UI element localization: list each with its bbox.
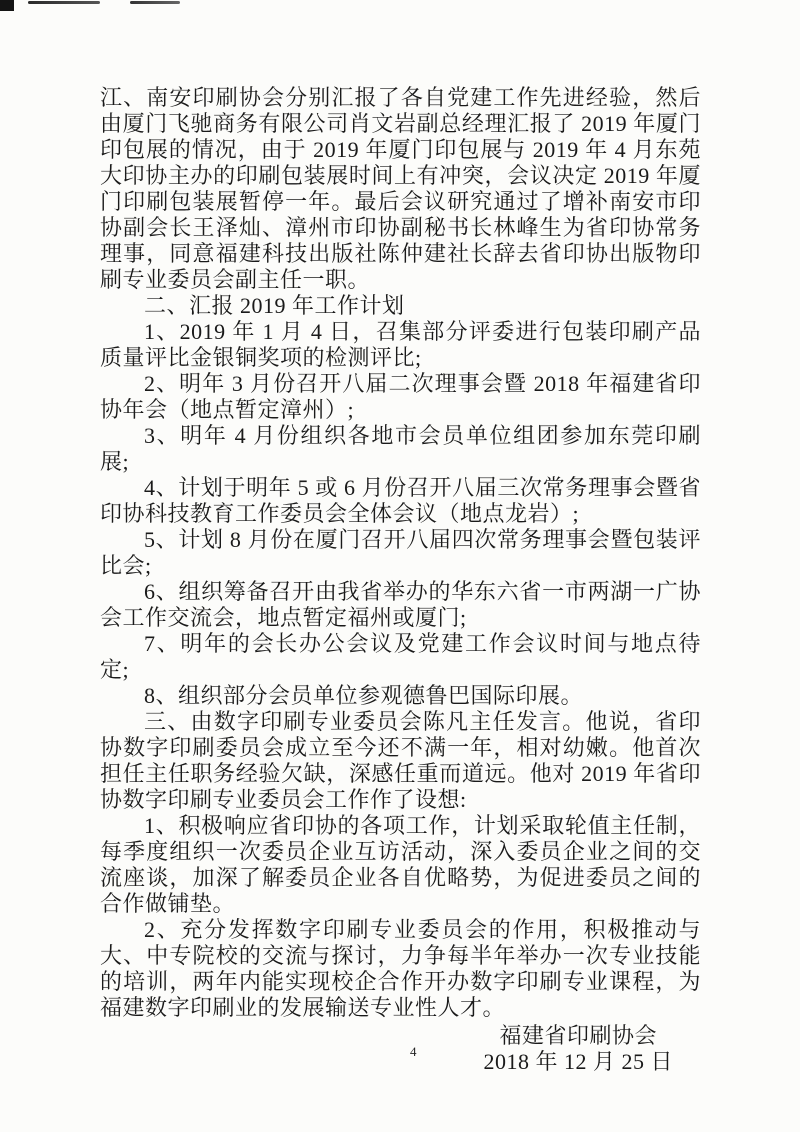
paragraph: 2、明年 3 月份召开八届二次理事会暨 2018 年福建省印协年会（地点暂定漳州）; xyxy=(100,371,701,422)
document-body xyxy=(100,85,701,1021)
signature-date: 2018 年 12 月 25 日 xyxy=(483,1049,673,1074)
text-column xyxy=(100,85,701,1075)
signature-organization: 福建省印刷协会 xyxy=(499,1023,657,1048)
page-number: 4 xyxy=(410,1044,417,1059)
paragraph: 三、由数字印刷专业委员会陈凡主任发言。他说，省印协数字印刷委员会成立至今还不满一年，相对幼嫩。他首次担任主任职务经验欠缺，深感任重而道远。他对 2019 年省印协数字印刷专业委员会工作作了设想: xyxy=(100,709,701,812)
signature-block xyxy=(100,1023,701,1075)
scan-artifact-corner-mark xyxy=(0,0,14,11)
paragraph: 7、明年的会长办公会议及党建工作会议时间与地点待定; xyxy=(100,631,701,682)
scan-artifact-line xyxy=(130,1,180,4)
paragraph: 1、2019 年 1 月 4 日，召集部分评委进行包装印刷产品质量评比金银铜奖项的检测评比; xyxy=(100,319,701,370)
paragraph: 5、计划 8 月份在厦门召开八届四次常务理事会暨包装评比会; xyxy=(100,527,701,578)
paragraph: 3、明年 4 月份组织各地市会员单位组团参加东莞印刷展; xyxy=(100,423,701,474)
paragraph: 8、组织部分会员单位参观德鲁巴国际印展。 xyxy=(144,683,584,708)
signature-inner xyxy=(483,1023,673,1075)
paragraph: 江、南安印刷协会分别汇报了各自党建工作先进经验，然后由厦门飞驰商务有限公司肖文岩副总经理汇报了 2019 年厦门印包展的情况，由于 2019 年厦门印包展与 2019 年 4 月东苑大印协主办的印刷包装展时间上有冲突，会议决定 2019 年厦门印刷包装展暂停一年。最后会议研究通过了增补南安市印协副会长王泽灿、漳州市印协副秘书长林峰生为省印协常务理事，同意福建科技出版社陈仲建社长辞去省印协出版物印刷专业委员会副主任一职。 xyxy=(100,85,701,292)
scan-artifact-line xyxy=(28,1,100,4)
paragraph: 二、汇报 2019 年工作计划 xyxy=(144,293,405,318)
paragraph: 2、充分发挥数字印刷专业委员会的作用，积极推动与大、中专院校的交流与探讨，力争每半年举办一次专业技能的培训，两年内能实现校企合作开办数字印刷专业课程，为福建数字印刷业的发展输送专业性人才。 xyxy=(100,917,701,1020)
paragraph: 6、组织筹备召开由我省举办的华东六省一市两湖一广协会工作交流会，地点暂定福州或厦门; xyxy=(100,579,701,630)
paragraph: 4、计划于明年 5 或 6 月份召开八届三次常务理事会暨省印协科技教育工作委员会全体会议（地点龙岩）; xyxy=(100,475,701,526)
paragraph: 1、积极响应省印协的各项工作，计划采取轮值主任制，每季度组织一次委员企业互访活动，深入委员企业之间的交流座谈，加深了解委员企业各自优略势，为促进委员之间的合作做铺垫。 xyxy=(100,813,701,916)
